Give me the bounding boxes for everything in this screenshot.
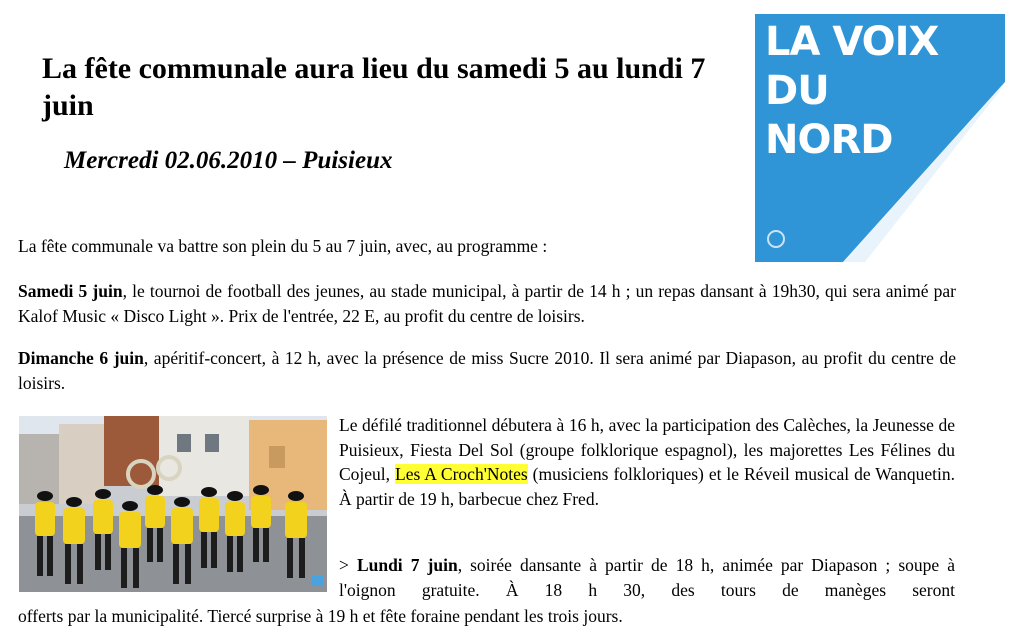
defile-paragraph <box>339 413 955 511</box>
article-dateline: Mercredi 02.06.2010 – Puisieux <box>64 147 393 174</box>
defile-text-after: (musiciens folkloriques) et le Réveil musical de Wanquetin. À partir de 19 h, barbecue chez Fred. <box>339 464 955 509</box>
la-voix-du-nord-logo <box>755 14 1005 262</box>
dimanche-label: Dimanche 6 juin <box>18 348 144 368</box>
lundi-text-a: , soirée dansante à partir de 18 h, animée par Diapason ; soupe à l'oignon gratuite. À 18 h 30, des tours de manèges seront <box>339 555 955 600</box>
logo-wordmark <box>765 18 938 165</box>
logo-line-1: LA VOIX <box>765 19 939 65</box>
lundi-paragraph <box>339 553 955 602</box>
lundi-label: Lundi 7 juin <box>356 555 458 575</box>
dimanche-text: , apéritif-concert, à 12 h, avec la présence de miss Sucre 2010. Il sera animé par Diapason, au profit du centre de loisirs. <box>18 348 956 393</box>
intro-paragraph: La fête communale va battre son plein du 5 au 7 juin, avec, au programme : <box>18 236 548 256</box>
logo-line-3: NORD <box>765 117 893 163</box>
logo-line-2: DU <box>765 68 829 114</box>
article-title: La fête communale aura lieu du samedi 5 au lundi 7 juin <box>42 52 706 122</box>
samedi-paragraph <box>18 279 956 328</box>
marching-band-photo <box>19 416 327 592</box>
defile-text-before: Le défilé traditionnel débutera à 16 h, avec la participation des Calèches, la Jeunesse de Puisieux, Fiesta Del Sol (groupe folklorique espagnol), les majorettes Les Félines du Cojeul, <box>339 415 955 484</box>
samedi-label: Samedi 5 juin <box>18 281 123 301</box>
samedi-text: , le tournoi de football des jeunes, au stade municipal, à partir de 14 h ; un repas dansant à 19h30, qui sera animé par Kalof Music « Disco Light ». Prix de l'entrée, 22 E, au profit du centre de loisirs. <box>18 281 956 326</box>
lundi-prefix: > <box>339 555 357 575</box>
lundi-paragraph-continued: offerts par la municipalité. Tiercé surprise à 19 h et fête foraine pendant les trois jours. <box>18 606 623 626</box>
dimanche-paragraph <box>18 346 956 395</box>
highlighted-band-name: Les A Croch'Notes <box>395 464 528 484</box>
